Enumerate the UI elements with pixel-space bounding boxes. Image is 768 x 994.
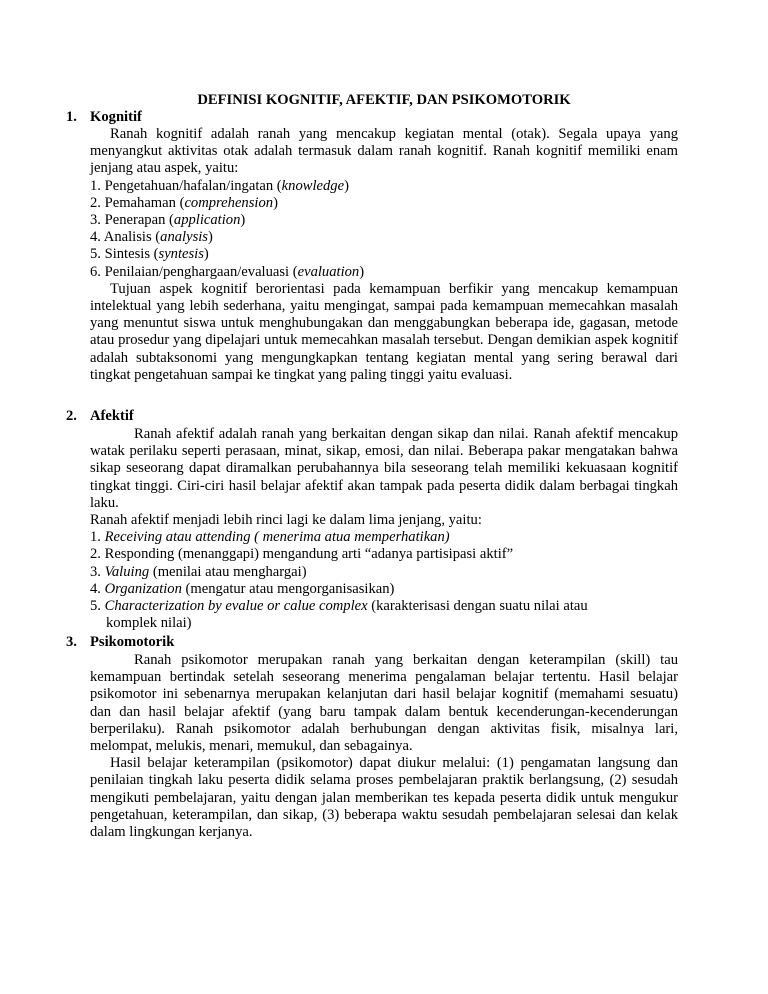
list-item: 1. Pengetahuan/hafalan/ingatan (knowledge) xyxy=(90,177,349,194)
paragraph: Hasil belajar keterampilan (psikomotor) dapat diukur melalui: (1) pengamatan langsung dan penilaian tingkah laku peserta didik selama proses pembelajaran praktik berlangsung, (2) sesudah mengikuti pembelajaran, yaitu dengan jalan memberikan tes kepada peserta didik untuk mengukur pengetahuan, keterampilan, dan sikap, (3) beberapa waktu sesudah pembelajaran selesai dan kelak dalam lingkungan kerjanya. xyxy=(90,755,678,841)
list-item: 3. Valuing (menilai atau menghargai) xyxy=(90,563,307,580)
section-title: Psikomotorik xyxy=(90,634,175,650)
list-item: 4. Analisis (analysis) xyxy=(90,229,213,246)
section-number: 1. xyxy=(66,109,77,125)
list-item: 1. Receiving atau attending ( menerima atua memperhatikan) xyxy=(90,529,450,546)
section-body-afektif xyxy=(90,426,678,632)
section-title: Kognitif xyxy=(90,109,142,125)
section-body-psikomotorik xyxy=(90,652,678,841)
paragraph: Tujuan aspek kognitif berorientasi pada kemampuan berfikir yang mencakup kemampuan intelektual yang lebih sederhana, yaitu mengingat, sampai pada kemampuan memecahkan masalah yang menuntut siswa untuk menghubungakan dan menggabungkan beberapa ide, gagasan, metode atau prosedur yang dipelajari untuk memecahkan masalah tersebut. Dengan demikian aspek kognitif adalah subtaksonomi yang mengungkapkan tentang kegiatan mental yang sering berawal dari tingkat pengetahuan sampai ke tingkat yang paling tinggi yaitu evaluasi. xyxy=(90,280,678,383)
paragraph: Ranah afektif adalah ranah yang berkaitan dengan sikap dan nilai. Ranah afektif mencakup watak perilaku seperti perasaan, minat, sikap, emosi, dan nilai. Beberapa pakar mengatakan bahwa sikap seseorang dapat diramalkan perubahannya bila seseorang telah memiliki kekuasaan kognitif tingkat tinggi. Ciri-ciri hasil belajar afektif akan tampak pada peserta didik dalam berbagai tingkah laku. xyxy=(90,426,678,511)
list-item: 5. Characterization by evalue or calue complex (karakterisasi dengan suatu nilai atau xyxy=(90,598,588,615)
list-item: 4. Organization (mengatur atau mengorganisasikan) xyxy=(90,580,395,597)
list-item-continuation: komplek nilai) xyxy=(106,615,192,632)
paragraph: Ranah psikomotor merupakan ranah yang berkaitan dengan keterampilan (skill) tau kemampuan bertindak setelah seseorang menerima pengalaman belajar tertentu. Hasil belajar psikomotor ini sebenarnya merupakan kelanjutan dari hasil belajar kognitif (memahami sesuatu) dan dan hasil belajar afektif (yang baru tampak dalam bentuk kecenderungan-kecenderungan berperilaku). Ranah psikomotor adalah berhubungan dengan aktivitas fisik, misalnya lari, melompat, melukis, menari, memukul, dan sebagainya. xyxy=(90,652,678,755)
list-item: 6. Penilaian/penghargaan/evaluasi (evaluation) xyxy=(90,263,365,280)
paragraph-lead: Ranah afektif menjadi lebih rinci lagi ke dalam lima jenjang, yaitu: xyxy=(90,512,482,529)
document-title: DEFINISI KOGNITIF, AFEKTIF, DAN PSIKOMOTORIK xyxy=(197,92,571,108)
paragraph: Ranah kognitif adalah ranah yang mencakup kegiatan mental (otak). Segala upaya yang menyangkut aktivitas otak adalah termasuk dalam ranah kognitif. Ranah kognitif memiliki enam jenjang atau aspek, yaitu: xyxy=(90,126,678,177)
section-heading-psikomotorik xyxy=(66,634,174,651)
section-title: Afektif xyxy=(90,408,134,424)
section-heading-kognitif xyxy=(66,109,142,126)
list-item: 3. Penerapan (application) xyxy=(90,212,246,229)
section-heading-afektif xyxy=(66,408,134,425)
list-item: 2. Pemahaman (comprehension) xyxy=(90,194,278,211)
list-item: 2. Responding (menanggapi) mengandung arti “adanya partisipasi aktif” xyxy=(90,546,514,563)
section-body-kognitif xyxy=(90,126,678,384)
section-number: 2. xyxy=(66,408,77,424)
section-number: 3. xyxy=(66,634,77,650)
list-item: 5. Sintesis (syntesis) xyxy=(90,246,209,263)
